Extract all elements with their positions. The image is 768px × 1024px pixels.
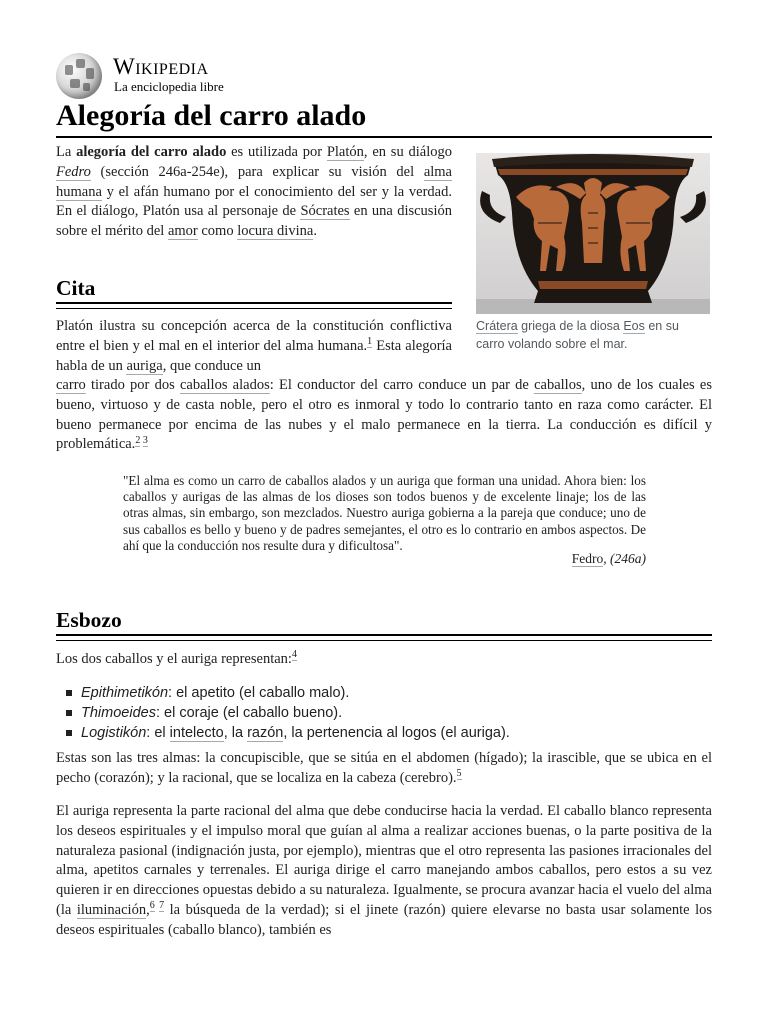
wikipedia-globe-logo[interactable] — [56, 53, 102, 99]
bullet-icon — [66, 710, 72, 716]
ref-1[interactable]: 1 — [367, 335, 373, 347]
link-cratera[interactable]: Crátera — [476, 319, 518, 333]
wordmark-rest: ikipedia — [135, 54, 209, 79]
link-intelecto[interactable]: intelecto — [169, 725, 224, 741]
bullet-icon — [66, 730, 72, 736]
ref-6[interactable]: 6 — [149, 900, 155, 912]
cratera-image[interactable] — [476, 153, 710, 314]
link-caballos-alados[interactable]: caballos alados — [179, 377, 270, 393]
link-auriga[interactable]: auriga — [126, 357, 163, 374]
link-platon[interactable]: Platón — [326, 144, 364, 160]
lead-paragraph: La alegoría del carro alado es utilizada por Platón, en su diálogo Fedro (sección 246a-254e), para explicar su visión del alma humana y el afán humano por el conocimiento del ser y la verdad. En el diálogo, Platón usa al personaje de Sócrates en una discusión sobre el mérito del amor como locura divina. — [56, 144, 452, 240]
figure-caption: Crátera griega de la diosa Eos en su carro volando sobre el mar. — [476, 319, 679, 351]
puzzle-piece — [83, 83, 90, 91]
link-alma-humana[interactable]: alma humana — [56, 163, 452, 200]
bold-term: alegoría del carro alado — [76, 144, 227, 160]
link-fedro[interactable]: Fedro — [56, 163, 91, 180]
cita-paragraph-1: Platón ilustra su concepción acerca de la constitución conflictiva entre el bien y el mal en el interior del alma humana.$^1$ Esta alegoría habla de un auriga, que conduce un — [56, 318, 452, 374]
wikipedia-wordmark[interactable] — [113, 54, 209, 80]
esbozo-intro: Los dos caballos y el auriga representan:$^4$ — [56, 649, 297, 667]
puzzle-piece — [65, 65, 73, 75]
blockquote: "El alma es como un carro de caballos alados y un auriga que forman una unidad. Ahora bien: los caballos y aurigas de las almas de los dioses son todos buenos y de excelente linaje; los de las otras almas, sin embargo, son mezclados. Nuestro auriga gobierna a la pareja que conduce; uno de sus caballos es bello y bueno y de padres semejantes, el otro es lo contrario en ambos aspectos. De ahí que la conducción nos resulte dura y dificultosa". — [123, 473, 646, 553]
bullet-icon — [66, 690, 72, 696]
heading-cita: Cita — [56, 276, 96, 300]
link-amor[interactable]: amor — [167, 223, 198, 240]
auriga-paragraph: El auriga representa la parte racional del alma que debe conducirse hacia la verdad. El caballo blanco representa los deseos espirituales y el impulso moral que guían al alma a realizar acciones buenas, o la parte positiva de la naturaleza pasional (indignación justa, por ejemplo), mientras que el otro representa las pasiones irracionales del alma, apetitos carnales y terrenales. El auriga dirige el carro manejando ambos caballos, pero estos a su vez quieren ir en direcciones opuestas debido a su naturaleza. Igualmente, se procura avanzar hacia el vuelo del alma (la iluminación,$^{6 7}$ la búsqueda de la verdad); si el jinete (razón) quiere elevarse no basta usar solamente los deseos espirituales (caballo blanco), también es — [56, 803, 712, 938]
puzzle-piece — [70, 79, 80, 88]
ref-2[interactable]: 2 — [135, 434, 141, 446]
heading-rule — [56, 634, 712, 641]
link-razon[interactable]: razón — [247, 725, 284, 741]
puzzle-piece — [76, 59, 85, 68]
heading-rule — [56, 302, 452, 309]
link-caballos[interactable]: caballos — [534, 377, 582, 393]
ref-3[interactable]: 3 — [142, 434, 148, 446]
list-item: Thimoeides: el coraje (el caballo bueno). — [56, 703, 712, 723]
cita-paragraph-2: carro tirado por dos caballos alados: El conductor del carro conduce un par de caballos, uno de los cuales es bueno, virtuoso y de casta noble, pero el otro es inmoral y todo lo contrario tanto en raza como carácter. El bueno permanece por encima de las nubes y el malo permanece en la tierra. La conducción es difícil y problemática.$^{2 3}$ — [56, 377, 712, 453]
ref-5[interactable]: 5 — [456, 767, 462, 779]
wordmark-initial: W — [113, 54, 136, 79]
list-item: Epithimetikón: el apetito (el caballo malo). — [56, 683, 712, 703]
ref-4[interactable]: 4 — [291, 649, 297, 661]
link-carro[interactable]: carro — [56, 377, 86, 393]
page-title: Alegoría del carro alado — [56, 98, 712, 138]
almas-paragraph: Estas son las tres almas: la concupiscible, que se sitúa en el abdomen (hígado); la irascible, que se ubica en el pecho (corazón); y la racional, que se localiza en la cabeza (cerebro).$^5$ — [56, 750, 712, 786]
wikipedia-tagline: La enciclopedia libre — [114, 79, 224, 94]
figure-cratera — [476, 153, 710, 353]
souls-list — [56, 683, 712, 743]
heading-esbozo: Esbozo — [56, 608, 122, 632]
link-locura-divina[interactable]: locura divina — [237, 223, 314, 240]
ref-7[interactable]: 7 — [159, 900, 165, 912]
quote-source: Fedro, (246a) — [571, 551, 646, 566]
link-iluminacion[interactable]: iluminación — [76, 901, 147, 918]
puzzle-piece — [86, 68, 94, 79]
link-socrates[interactable]: Sócrates — [300, 203, 350, 220]
link-eos[interactable]: Eos — [623, 319, 645, 333]
list-item: Logistikón: el intelecto, la razón, la pertenencia al logos (el auriga). — [56, 723, 712, 743]
link-fedro-source[interactable]: Fedro — [571, 551, 604, 566]
